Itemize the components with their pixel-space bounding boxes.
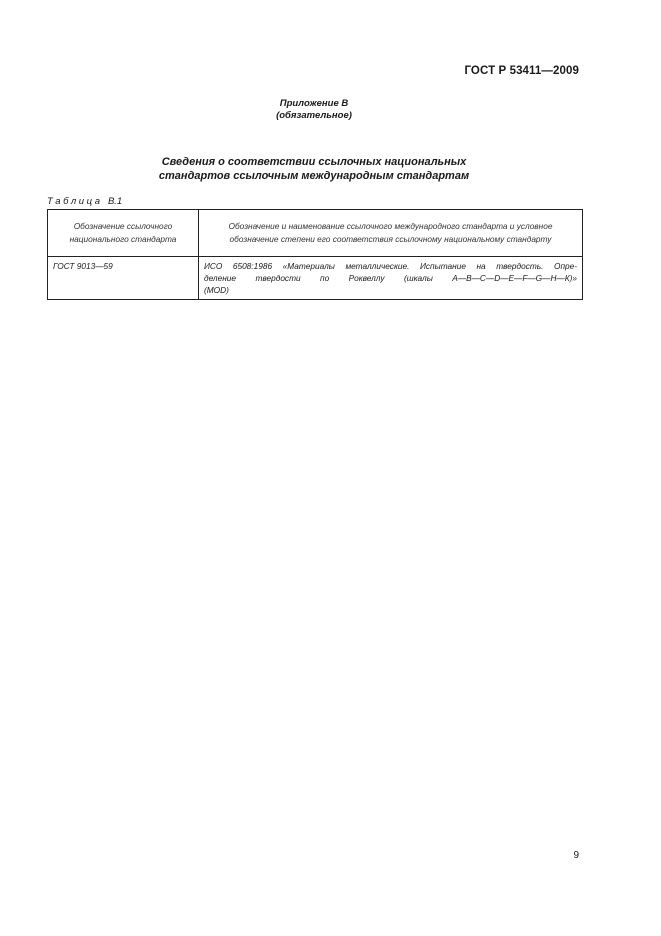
section-title-line-1: Сведения о соответствии ссылочных национальных — [161, 156, 467, 168]
column-header-international-line-2: обозначение степени его соответствия ссылочному национальному стандарту — [229, 233, 552, 244]
table-caption — [47, 196, 122, 207]
table-row — [48, 257, 583, 300]
column-header-national-line-1: Обозначение ссылочного — [73, 221, 173, 231]
column-header-national-line-2: национального стандарта — [69, 233, 177, 244]
column-header-international — [199, 210, 583, 257]
column-header-national — [48, 210, 199, 257]
table-caption-number: В.1 — [107, 196, 123, 207]
column-header-international-line-1: Обозначение и наименование ссылочного международного стандарта и условное — [228, 221, 553, 231]
appendix-status: (обязательное) — [276, 110, 352, 121]
page-number: 9 — [573, 850, 579, 861]
document-number: ГОСТ Р 53411—2009 — [464, 65, 579, 77]
table-header-row — [48, 210, 583, 257]
cell-international-line-3: (MOD) — [204, 285, 229, 295]
cell-international-line-1: ИСО 6508:1986 «Материалы металлические. Испытание на твердость. Опре- — [204, 261, 577, 271]
cell-international-line-2: деление твердости по Роквеллу (шкалы А—В—С—D—Е—F—G—Н—К)» — [204, 273, 577, 283]
references-table — [47, 209, 583, 300]
appendix-heading — [0, 98, 628, 122]
cell-international-standard — [199, 257, 583, 300]
section-title — [0, 155, 628, 183]
section-title-line-2: стандартов ссылочным международным стандартам — [158, 170, 470, 182]
cell-national-standard: ГОСТ 9013—59 — [48, 257, 199, 300]
appendix-title: Приложение В — [279, 98, 349, 109]
table-caption-label: Таблица — [47, 196, 103, 207]
